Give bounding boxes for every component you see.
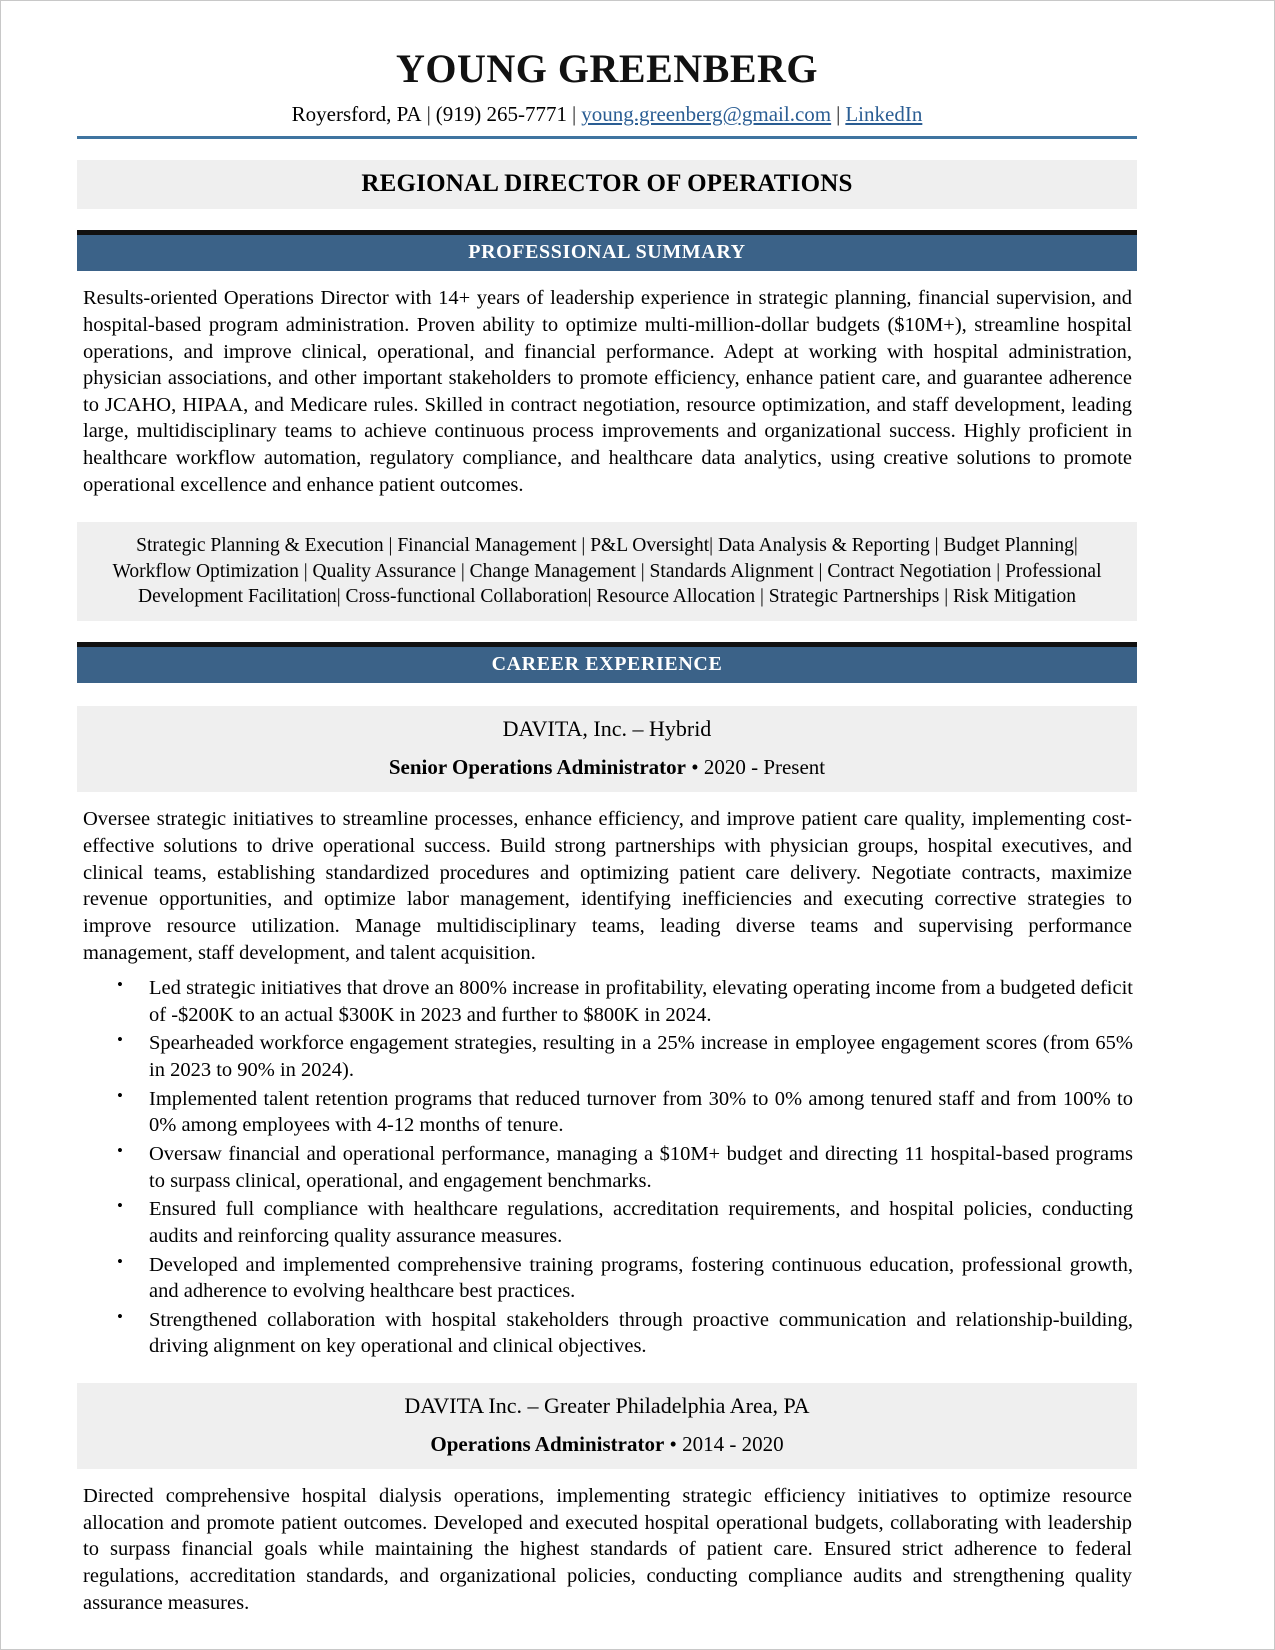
contact-separator-2: | (572, 102, 577, 126)
contact-phone: (919) 265-7771 (435, 102, 568, 126)
company-name-1: DAVITA Inc. – Greater Philadelphia Area, PA (404, 1393, 810, 1419)
list-item: • Strengthened collaboration with hospital stakeholders through proactive communication and relationship-building, driving alignment on key operational and clinical objectives. (149, 1307, 1133, 1360)
list-item: • Spearheaded workforce engagement strategies, resulting in a 25% increase in employee engagement scores (from 65% in 2023 to 90% in 2024). (149, 1030, 1133, 1083)
experience-header-0 (77, 706, 1137, 792)
experience-summary-0: Oversee strategic initiatives to streamline processes, enhance efficiency, and improve patient care quality, implementing cost-effective solutions to drive operational success. Build strong partnerships with physician groups, hospital executives, and clinical teams, establishing standardized procedures and optimizing patient care delivery. Negotiate contracts, maximize revenue opportunities, and optimize labor management, identifying inefficiencies and executing corrective strategies to improve resource utilization. Manage multidisciplinary teams, leading diverse teams and supervising performance management, staff development, and talent acquisition. (83, 808, 1132, 964)
list-item: • Implemented talent retention programs that reduced turnover from 30% to 0% among tenured staff and from 100% to 0% among employees with 4-12 months of tenure. (149, 1086, 1133, 1139)
role-dates-1: • 2014 - 2020 (669, 1431, 784, 1456)
contact-separator-3: | (836, 102, 841, 126)
candidate-name: YOUNG GREENBERG (396, 46, 818, 91)
company-name-0: DAVITA, Inc. – Hybrid (502, 716, 712, 742)
role-dates-0: • 2020 - Present (691, 755, 826, 779)
section-heading-career-experience: CAREER EXPERIENCE (77, 642, 1137, 683)
list-item: • Developed and implemented comprehensive training programs, fostering continuous education, professional growth, and adherence to evolving healthcare best practices. (149, 1252, 1133, 1305)
contact-linkedin-link[interactable]: LinkedIn (845, 102, 923, 126)
page-title: REGIONAL DIRECTOR OF OPERATIONS (77, 160, 1137, 209)
role-line-0 (77, 754, 1137, 781)
header-divider (77, 136, 1137, 139)
section-heading-professional-summary: PROFESSIONAL SUMMARY (77, 230, 1137, 271)
list-item: • Oversaw financial and operational performance, managing a $10M+ budget and directing 11 hospital-based programs to surpass clinical, operational, and engagement benchmarks. (149, 1141, 1133, 1194)
skills-line-2: Workflow Optimization | Quality Assurance | Change Management | Standards Alignment | Contract Negotiation | (112, 560, 1001, 582)
skills-line-3: Professional Development Facilitation| Cross-functional Collaboration| Resource Allocation | Strategic Partnerships | Risk Mitigation (138, 560, 1102, 608)
professional-summary-text: Results-oriented Operations Director with 14+ years of leadership experience in strategic planning, financial supervision, and hospital-based program administration. Proven ability to optimize multi-million-dollar budgets ($10M+), streamline hospital operations, and improve clinical, operational, and financial performance. Adept at working with hospital administration, physician associations, and other important stakeholders to promote efficiency, enhance patient care, and guarantee adherence to JCAHO, HIPAA, and Medicare rules. Skilled in contract negotiation, resource optimization, and staff development, leading large, multidisciplinary teams to achieve continuous process improvements and organizational success. Highly proficient in healthcare workflow automation, regulatory compliance, and healthcare data analytics, using creative solutions to promote operational excellence and enhance patient outcomes. (83, 287, 1132, 496)
role-line-1 (77, 1431, 1137, 1458)
skills-line-1: Strategic Planning & Execution | Financial Management | P&L Oversight| Data Analysis & Reporting | Budget Planning| (136, 535, 1078, 557)
contact-line (77, 101, 1137, 127)
list-item: • Ensured full compliance with healthcare regulations, accreditation requirements, and hospital policies, conducting audits and reinforcing quality assurance measures. (149, 1196, 1133, 1249)
role-title-0: Senior Operations Administrator (388, 755, 686, 779)
core-competencies (77, 522, 1137, 621)
role-title-1: Operations Administrator (430, 1431, 665, 1456)
experience-summary-1: Directed comprehensive hospital dialysis operations, implementing strategic efficiency initiatives to optimize resource allocation and promote patient outcomes. Developed and executed hospital operational budgets, collaborating with leadership to surpass financial goals while maintaining the highest standards of patient care. Ensured strict adherence to federal regulations, accreditation standards, and organizational policies, conducting compliance audits and strengthening quality assurance measures. (83, 1485, 1132, 1614)
experience-bullets-0 (83, 975, 1133, 1360)
experience-header-1 (77, 1383, 1137, 1469)
contact-email-link[interactable]: young.greenberg@gmail.com (581, 102, 832, 126)
list-item: • Led strategic initiatives that drove an 800% increase in profitability, elevating operating income from a budgeted deficit of -$200K to an actual $300K in 2023 and further to $800K in 2024. (149, 975, 1133, 1028)
resume-content (77, 1, 1137, 1616)
contact-location: Royersford, PA (291, 102, 422, 126)
contact-separator-1: | (426, 102, 431, 126)
